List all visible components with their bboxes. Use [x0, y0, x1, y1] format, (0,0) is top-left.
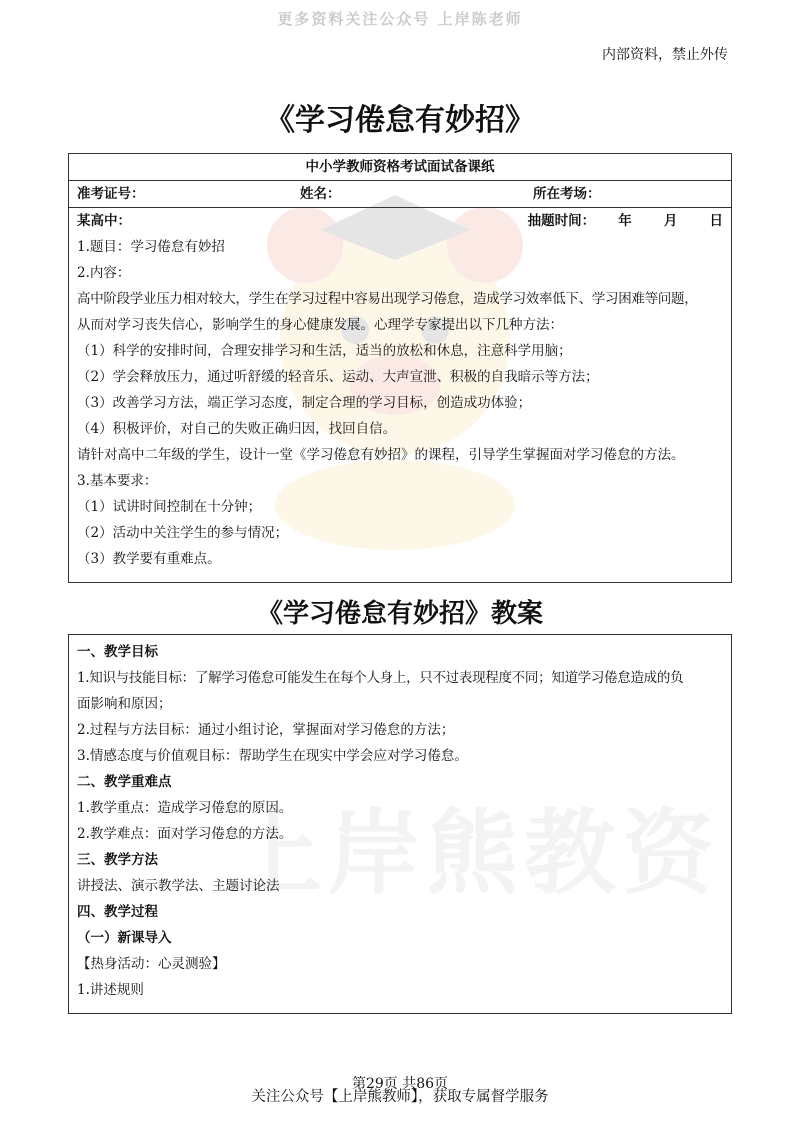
form-line: （2）活动中关注学生的参与情况；	[77, 525, 289, 541]
plan-line: 1.讲述规则	[77, 982, 144, 998]
footer-promo: 关注公众号【上岸熊教师】，获取专属督学服务	[251, 1089, 549, 1105]
form-info-row	[69, 181, 731, 208]
plan-line: 1.知识与技能目标：了解学习倦怠可能发生在每个人身上，只不过表现程度不同；知道学习倦怠造成的负	[77, 670, 684, 686]
form-line: 高中阶段学业压力相对较大，学生在学习过程中容易出现学习倦怠，造成学习效率低下、学习困难等问题，	[77, 291, 698, 307]
form-school-row	[69, 208, 731, 234]
form-line: （3）教学要有重难点。	[77, 551, 221, 567]
form-heading: 中小学教师资格考试面试备课纸	[69, 154, 731, 181]
plan-line: 3.情感态度与价值观目标：帮助学生在现实中学会应对学习倦怠。	[77, 748, 468, 764]
form-line: （4）积极评价，对自己的失败正确归因，找回自信。	[77, 421, 397, 437]
venue-label: 所在考场：	[533, 186, 601, 202]
document-title: 《学习倦怠有妙招》	[265, 103, 535, 138]
plan-line: 【热身活动：心灵测验】	[77, 956, 226, 972]
form-line: 请针对高中二年级的学生，设计一堂《学习倦怠有妙招》的课程，引导学生掌握面对学习倦怠的方法。	[77, 447, 685, 463]
day-label: 日	[709, 213, 723, 229]
lesson-plan-box	[68, 634, 732, 1014]
plan-line: 1.教学重点：造成学习倦怠的原因。	[77, 800, 293, 816]
plan-line: （一）新课导入	[77, 930, 172, 946]
month-label: 月	[663, 213, 678, 229]
form-line: 1.题目：学习倦怠有妙招	[77, 239, 225, 255]
year-label: 年	[618, 213, 632, 229]
school-label: 某高中：	[77, 213, 131, 229]
confidential-notice: 内部资料，禁止外传	[602, 47, 728, 63]
plan-line: 2.过程与方法目标：通过小组讨论，掌握面对学习倦怠的方法；	[77, 722, 455, 738]
form-line: 2.内容：	[77, 265, 131, 281]
plan-line: 2.教学难点：面对学习倦怠的方法。	[77, 826, 293, 842]
plan-line: 讲授法、演示教学法、主题讨论法	[77, 878, 280, 894]
plan-line: 四、教学过程	[77, 904, 158, 920]
form-line: （1）试讲时间控制在十分钟；	[77, 499, 262, 515]
exam-id-label: 准考证号：	[77, 186, 145, 202]
header-watermark: 更多资料关注公众号 上岸陈老师	[277, 10, 523, 28]
page-number: 第29页 共86页	[351, 1076, 449, 1092]
form-line: 3.基本要求：	[77, 473, 158, 489]
form-line: （2）学会释放压力，通过听舒缓的轻音乐、运动、大声宣泄、积极的自我暗示等方法；	[77, 369, 599, 385]
form-line: （1）科学的安排时间，合理安排学习和生活，适当的放松和休息，注意科学用脑；	[77, 343, 572, 359]
plan-line: 面影响和原因；	[77, 696, 172, 712]
name-label: 姓名：	[300, 186, 341, 202]
draw-time-label: 抽题时间：	[527, 213, 596, 229]
plan-line: 二、教学重难点	[77, 774, 172, 790]
plan-line: 三、教学方法	[77, 852, 158, 868]
lesson-plan-title: 《学习倦怠有妙招》教案	[256, 599, 543, 629]
form-line: （3）改善学习方法，端正学习态度，制定合理的学习目标，创造成功体验；	[77, 395, 532, 411]
form-line: 从而对学习丧失信心，影响学生的身心健康发展。心理学专家提出以下几种方法：	[77, 317, 563, 333]
plan-line: 一、教学目标	[77, 644, 158, 660]
big-watermark: 上岸熊教资	[230, 800, 721, 907]
prep-form	[68, 153, 732, 583]
